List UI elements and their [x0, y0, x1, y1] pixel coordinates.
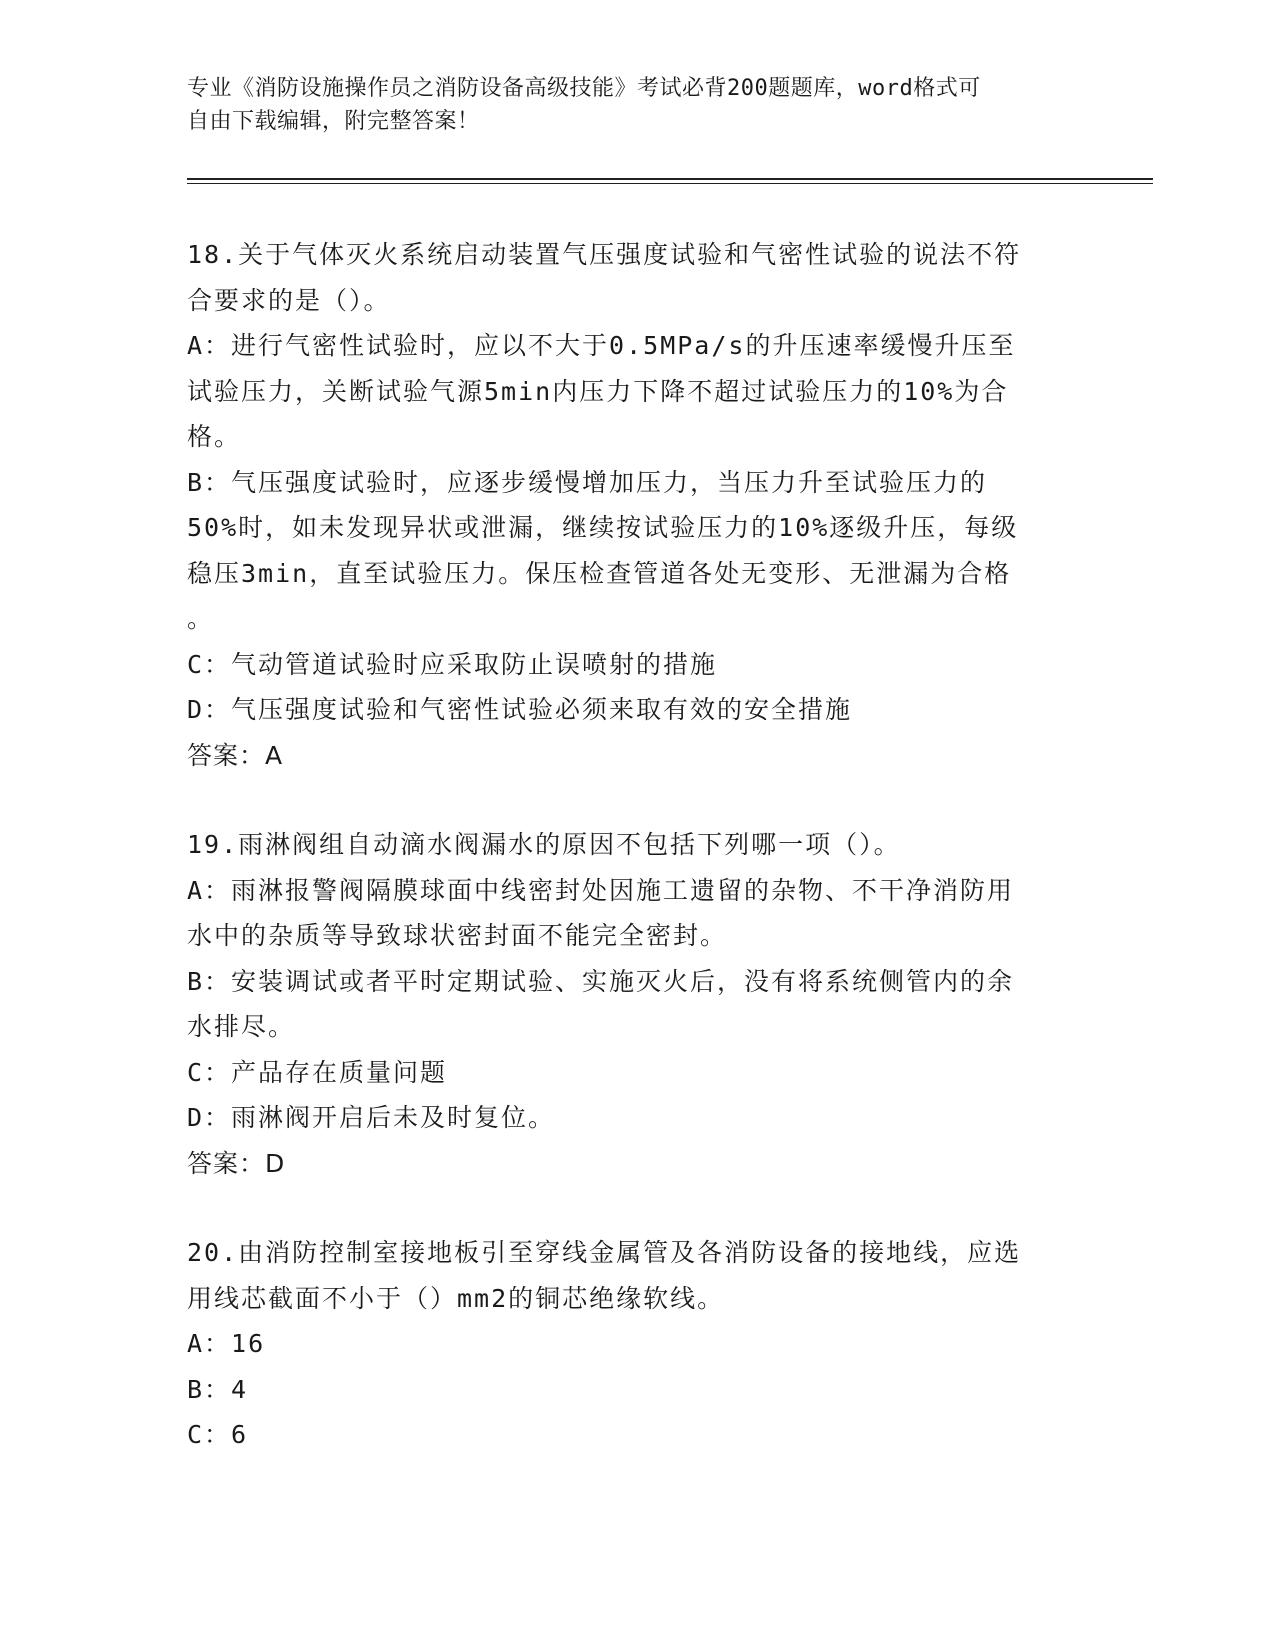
option-line: C：产品存在质量问题: [187, 1057, 448, 1087]
question-stem-line: 20.由消防控制室接地板引至穿线金属管及各消防设备的接地线，应选: [187, 1238, 1022, 1267]
question-list: [187, 232, 1067, 1502]
option-line: 稳压3min，直至试验压力。保压检查管道各处无变形、无泄漏为合格: [187, 558, 1012, 588]
option-line: C：6: [187, 1420, 249, 1449]
question-stem-line: 19.雨淋阀组自动滴水阀漏水的原因不包括下列哪一项（）。: [187, 830, 901, 859]
option-line: A：进行气密性试验时，应以不大于0.5MPa/s的升压速率缓慢升压至: [187, 331, 1016, 360]
option-line: C：气动管道试验时应采取防止误喷射的措施: [187, 649, 718, 679]
question-stem-line: 18.关于气体灭火系统启动装置气压强度试验和气密性试验的说法不符: [187, 240, 1022, 269]
document-header: [187, 72, 1067, 138]
option-line: 水中的杂质等导致球状密封面不能完全密封。: [187, 921, 728, 950]
option-line: D：气压强度试验和气密性试验必须来取有效的安全措施: [187, 695, 853, 724]
option-line: D：雨淋阀开启后未及时复位。: [187, 1103, 556, 1132]
question-stem-line: 用线芯截面不小于（）mm2的铜芯绝缘软线。: [187, 1283, 725, 1313]
option-line: 水排尽。: [187, 1012, 296, 1041]
header-line-2: 自由下载编辑，附完整答案！: [187, 109, 480, 134]
question-19: [187, 822, 1067, 1186]
option-line: 试验压力，关断试验气源5min内压力下降不超过试验压力的10%为合: [187, 376, 1009, 406]
question-20: [187, 1230, 1067, 1458]
option-line: B：气压强度试验时，应逐步缓慢增加压力，当压力升至试验压力的: [187, 467, 988, 497]
option-line: B：安装调试或者平时定期试验、实施灭火后，没有将系统侧管内的余: [187, 966, 1015, 996]
option-line: 50%时，如未发现异状或泄漏，继续按试验压力的10%逐级升压，每级: [187, 513, 1019, 542]
question-stem-line: 合要求的是（）。: [187, 285, 391, 315]
option-line: 。: [187, 604, 215, 633]
option-line: A：雨淋报警阀隔膜球面中线密封处因施工遗留的杂物、不干净消防用: [187, 875, 1015, 905]
header-divider-thin: [187, 183, 1153, 184]
option-line: A：16: [187, 1329, 266, 1358]
question-18: [187, 232, 1067, 778]
option-line: 格。: [187, 422, 242, 451]
answer-label: 答案：A: [187, 740, 284, 770]
option-line: B：4: [187, 1374, 249, 1404]
header-divider-thick: [187, 178, 1153, 180]
answer-label: 答案：D: [187, 1148, 286, 1178]
header-line-1: 专业《消防设施操作员之消防设备高级技能》考试必背200题题库，word格式可: [187, 76, 981, 101]
